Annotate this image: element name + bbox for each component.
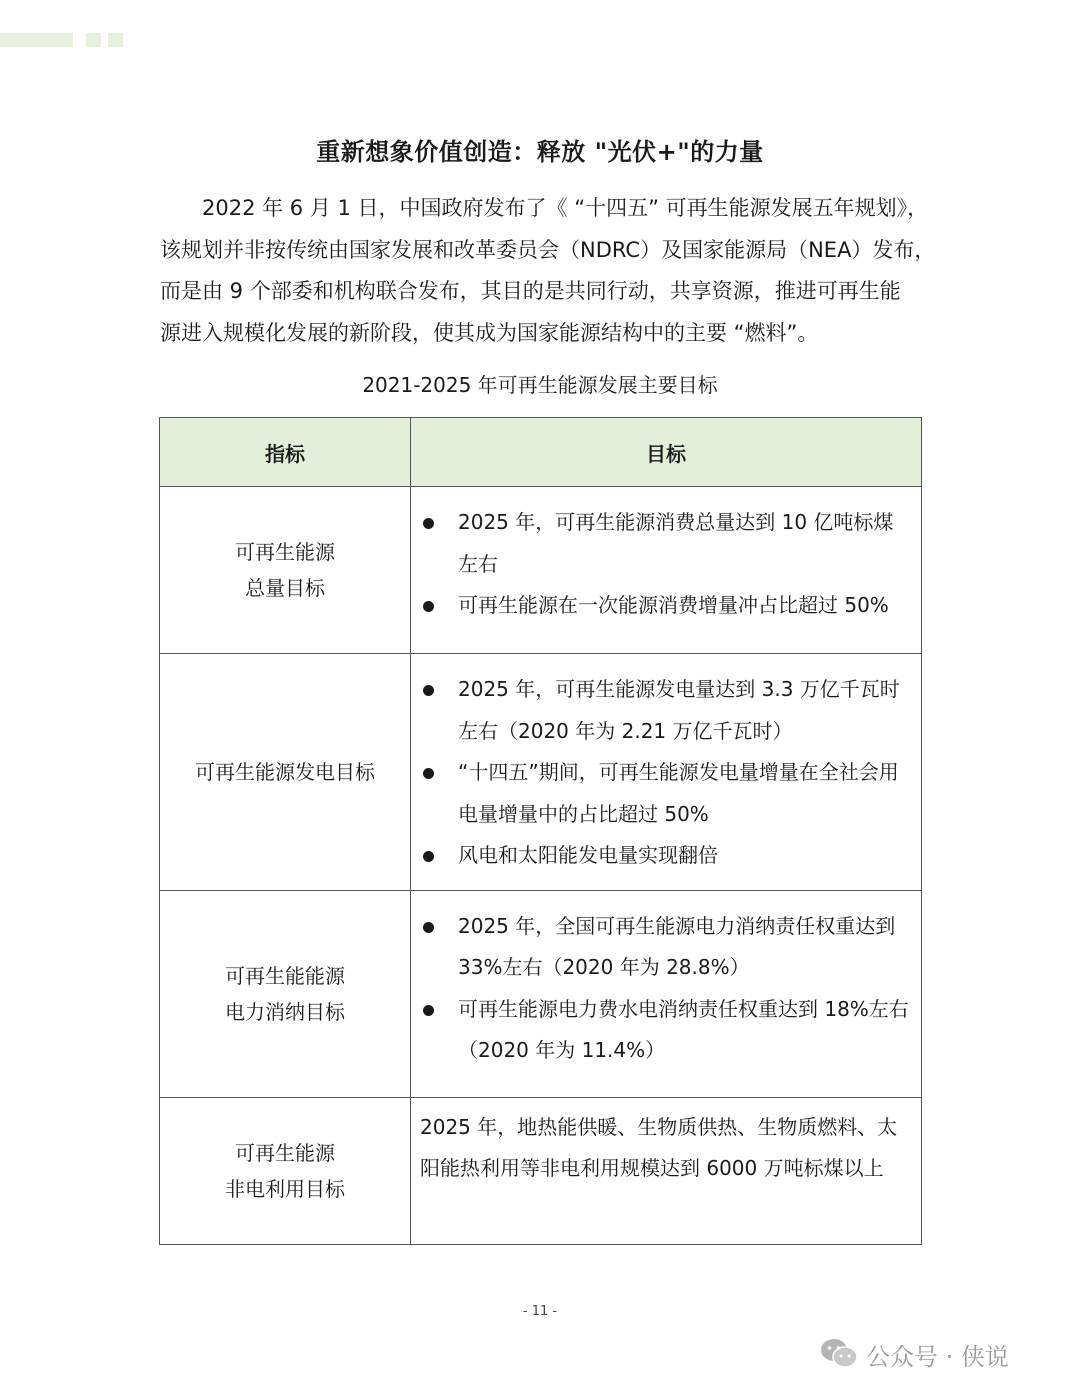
table-caption: 2021-2025 年可再生能源发展主要目标 xyxy=(362,373,718,397)
target-text: “十四五”期间，可再生能源发电量增量在全社会用电量增量中的占比超过 50% xyxy=(458,760,899,826)
list-item xyxy=(411,669,913,752)
page-title: 重新想象价值创造：释放 "光伏+"的力量 xyxy=(316,138,764,166)
intro-line: 该规划并非按传统由国家发展和改革委员会（NDRC）及国家能源局（NEA）发布， xyxy=(160,237,936,262)
list-item xyxy=(411,585,913,627)
list-item xyxy=(411,752,913,835)
page-number: - 11 - xyxy=(522,1304,558,1319)
target-text: 2025 年，地热能供暖、生物质供热、生物质燃料、太阳能热利用等非电利用规模达到 6000 万吨标煤以上 xyxy=(420,1114,898,1180)
table-header-row xyxy=(160,418,922,487)
target-text: 2025 年，可再生能源消费总量达到 10 亿吨标煤左右 xyxy=(458,510,894,576)
target-text: 2025 年，全国可再生能源电力消纳责任权重达到 33%左右（2020 年为 28.8%） xyxy=(458,913,896,979)
indicator-label: 可再生能能源 xyxy=(225,963,345,988)
bullet-icon xyxy=(423,518,434,529)
intro-line: 源进入规模化发展的新阶段，使其成为国家能源结构中的主要 “燃料”。 xyxy=(160,320,819,345)
header-decoration-square xyxy=(86,33,101,47)
indicator-label: 非电利用目标 xyxy=(225,1176,345,1201)
target-text: 风电和太阳能发电量实现翻倍 xyxy=(458,843,718,867)
table-row xyxy=(160,654,922,891)
indicator-cell xyxy=(160,654,411,891)
table-row xyxy=(160,487,922,654)
watermark-text: 公众号 · 侠说 xyxy=(866,1342,1009,1371)
bullet-icon xyxy=(423,1005,434,1016)
list-item xyxy=(411,502,913,585)
target-text: 可再生能源电力费水电消纳责任权重达到 18%左右（2020 年为 11.4%） xyxy=(458,996,909,1062)
goals-table xyxy=(159,417,922,1245)
indicator-label: 可再生能源 xyxy=(235,540,335,564)
indicator-cell xyxy=(160,487,411,654)
target-cell xyxy=(411,1097,922,1244)
header-indicator: 指标 xyxy=(160,418,411,487)
target-text: 2025 年，可再生能源发电量达到 3.3 万亿千瓦时左右（2020 年为 2.21 万亿千瓦时） xyxy=(458,677,900,743)
list-item xyxy=(411,906,913,989)
intro-line: 而是由 9 个部委和机构联合发布，其目的是共同行动，共享资源，推进可再生能 xyxy=(160,279,901,303)
indicator-label: 可再生能源 xyxy=(235,1140,335,1165)
bullet-icon xyxy=(423,601,434,612)
bullet-icon xyxy=(423,922,434,933)
target-cell xyxy=(411,654,922,891)
bullet-icon xyxy=(423,851,434,862)
indicator-label: 电力消纳目标 xyxy=(225,999,345,1024)
target-text: 可再生能源在一次能源消费增量冲占比超过 50% xyxy=(458,593,889,617)
header-decoration-square xyxy=(108,33,123,47)
indicator-cell xyxy=(160,1097,411,1244)
indicator-label: 总量目标 xyxy=(245,576,325,600)
table-row xyxy=(160,890,922,1097)
list-item xyxy=(411,989,913,1072)
watermark xyxy=(820,1334,1009,1374)
list-item xyxy=(411,835,913,877)
target-cell xyxy=(411,890,922,1097)
indicator-cell xyxy=(160,890,411,1097)
wechat-icon xyxy=(820,1338,858,1370)
target-cell xyxy=(411,487,922,654)
intro-line: 2022 年 6 月 1 日，中国政府发布了《 “十四五” 可再生能源发展五年规划》， xyxy=(202,196,929,220)
table-row xyxy=(160,1097,922,1244)
bullet-icon xyxy=(423,685,434,696)
header-target: 目标 xyxy=(411,418,922,487)
indicator-label: 可再生能源发电目标 xyxy=(195,759,375,784)
intro-paragraph xyxy=(160,188,936,354)
bullet-icon xyxy=(423,768,434,779)
header-decoration-bar xyxy=(0,33,73,47)
